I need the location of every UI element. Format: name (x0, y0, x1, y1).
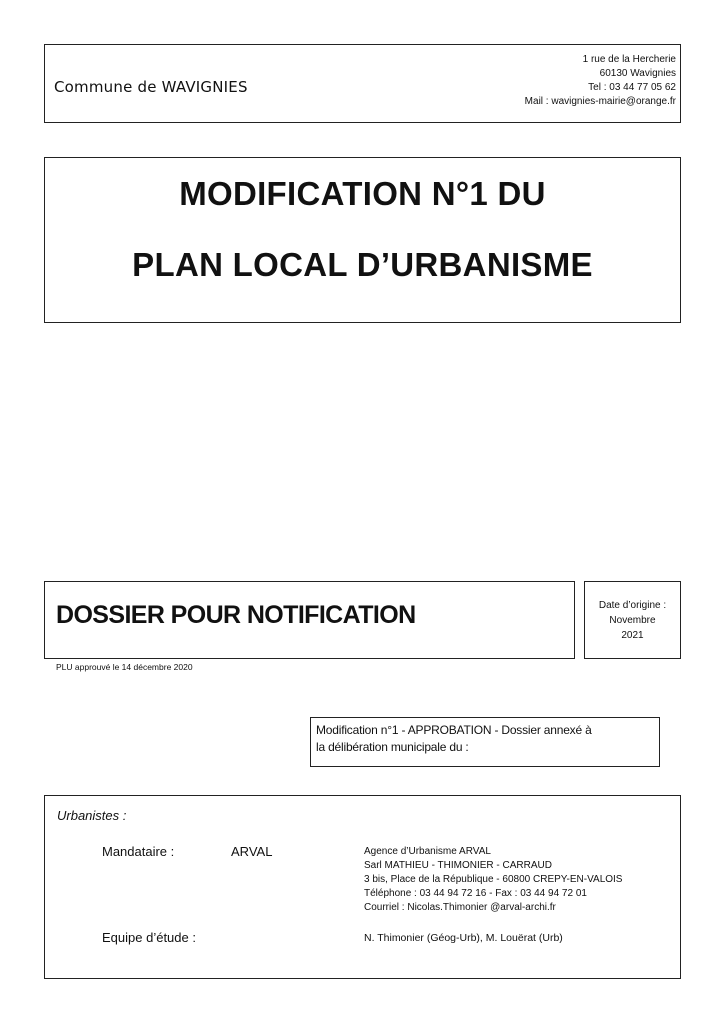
approval-box (310, 717, 660, 767)
urbanistes-title: Urbanistes : (57, 808, 127, 823)
commune-name: Commune de WAVIGNIES (54, 78, 248, 96)
date-year: 2021 (621, 630, 644, 641)
agency-company: Sarl MATHIEU - THIMONIER - CARRAUD (364, 860, 552, 871)
dossier-box (44, 581, 575, 659)
title-box (44, 157, 681, 323)
mandataire-value: ARVAL (231, 844, 273, 859)
equipe-value: N. Thimonier (Géog-Urb), M. Louërat (Urb) (364, 932, 563, 944)
agency-name: Agence d’Urbanisme ARVAL (364, 846, 491, 857)
header-box (44, 44, 681, 123)
urbanistes-box (44, 795, 681, 979)
address-email: Mail : wavignies-mairie@orange.fr (524, 96, 676, 107)
commune-address (525, 53, 676, 109)
address-phone: Tel : 03 44 77 05 62 (588, 82, 676, 93)
mandataire-label: Mandataire : (102, 844, 175, 859)
agency-details (364, 845, 622, 915)
equipe-label: Equipe d’étude : (102, 930, 196, 945)
date-label: Date d’origine : (598, 600, 667, 611)
agency-phone: Téléphone : 03 44 94 72 16 - Fax : 03 44 94 72 01 (364, 888, 587, 899)
address-city: 60130 Wavignies (599, 68, 676, 79)
document-title-line-2: PLAN LOCAL D’URBANISME (132, 246, 593, 283)
approval-line-1: Modification n°1 - APPROBATION - Dossier annexé à (316, 723, 592, 737)
approval-line-2: la délibération municipale du : (316, 740, 469, 754)
date-month: Novembre (609, 615, 656, 626)
agency-address: 3 bis, Place de la République - 60800 CREPY-EN-VALOIS (364, 874, 623, 885)
agency-email: Courriel : Nicolas.Thimonier @arval-archi.fr (364, 902, 556, 913)
date-box (584, 581, 681, 659)
document-title-line-1: MODIFICATION N°1 DU (179, 175, 546, 212)
dossier-title: DOSSIER POUR NOTIFICATION (56, 601, 416, 629)
origin-date (585, 598, 680, 643)
plu-approval-note: PLU approuvé le 14 décembre 2020 (56, 662, 193, 672)
approval-text (316, 722, 592, 756)
address-street: 1 rue de la Hercherie (582, 54, 676, 65)
